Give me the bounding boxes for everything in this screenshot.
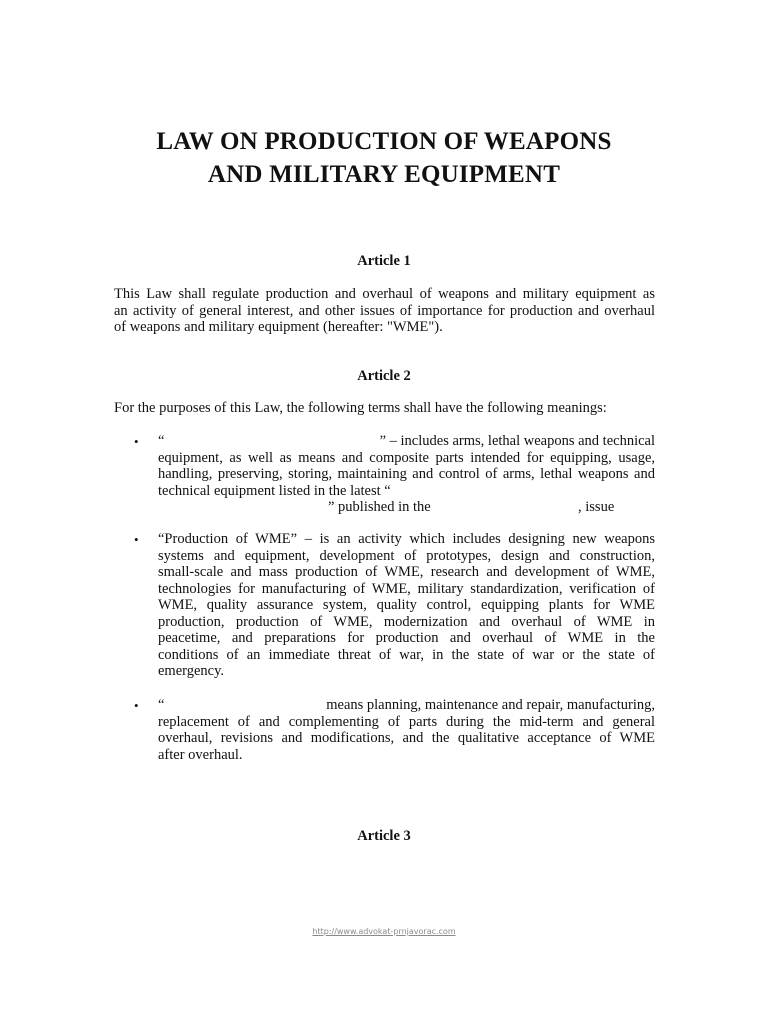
article-2-heading: Article 2 <box>357 368 411 384</box>
article-1-text <box>114 286 655 336</box>
quote-open: “ <box>158 697 165 713</box>
bullet-icon: • <box>134 698 139 713</box>
text-line: after overhaul. <box>158 746 243 763</box>
text-line: handling, preserving, storing, maintaining and control of arms, lethal weapons and <box>158 466 655 482</box>
text-line: peacetime, and preparations for production and overhaul of WME in the <box>158 630 655 646</box>
text-line: small-scale and mass production of WME, research and development of WME, <box>158 564 655 580</box>
title-line: AND MILITARY EQUIPMENT <box>207 161 561 188</box>
article-2-intro <box>114 400 655 417</box>
text-line: technologies for manufacturing of WME, military standardization, verification of <box>158 580 655 597</box>
text-line: an activity of general interest, and other issues of importance for production and overhaul <box>114 302 655 319</box>
definition-item-wme <box>158 433 655 516</box>
definition-item-production <box>158 531 655 680</box>
text-line: emergency. <box>158 663 225 679</box>
text-line <box>158 499 655 516</box>
text-line: WME, quality assurance system, quality control, equipping plants for WME <box>158 597 655 613</box>
text-line: “Production of WME” – is an activity which includes designing new weapons <box>158 531 655 547</box>
text-line: conditions of an immediate threat of war, in the state of war or the state of <box>158 646 655 663</box>
text-line: replacement of and complementing of parts during the mid-term and general <box>158 713 655 730</box>
title-line: LAW ON PRODUCTION OF WEAPONS <box>156 128 612 155</box>
text-line: production, production of WME, modernization and overhaul of WME in <box>158 613 655 630</box>
article-1-heading: Article 1 <box>357 253 411 269</box>
text-fragment: means planning, maintenance and repair, manufacturing, <box>326 697 655 713</box>
text-line: technical equipment listed in the latest “ <box>158 482 391 499</box>
text-line: systems and equipment, development of prototypes, design and construction, <box>158 547 655 564</box>
text-fragment: , issue <box>578 499 615 515</box>
footer-link[interactable]: http://www.advokat-prnjavorac.com <box>312 927 456 936</box>
text-line: For the purposes of this Law, the following terms shall have the following meanings: <box>114 400 607 416</box>
text-line: of weapons and military equipment (hereafter: "WME"). <box>114 319 443 335</box>
document-title <box>0 125 768 191</box>
bullet-icon: • <box>134 434 139 449</box>
definition-item-overhaul <box>158 697 655 763</box>
text-fragment: ” published in the <box>328 499 431 515</box>
text-line: overhaul, revisions and modifications, and the qualitative acceptance of WME <box>158 730 655 746</box>
text-line <box>158 433 655 450</box>
text-fragment: ” – includes arms, lethal weapons and technical <box>379 433 655 449</box>
text-line: This Law shall regulate production and overhaul of weapons and military equipment as <box>114 286 655 302</box>
article-3-heading: Article 3 <box>357 828 411 844</box>
text-line: equipment, as well as means and composite parts intended for equipping, usage, <box>158 449 655 466</box>
text-line <box>158 697 655 714</box>
bullet-icon: • <box>134 532 139 547</box>
quote-open: “ <box>158 433 165 449</box>
